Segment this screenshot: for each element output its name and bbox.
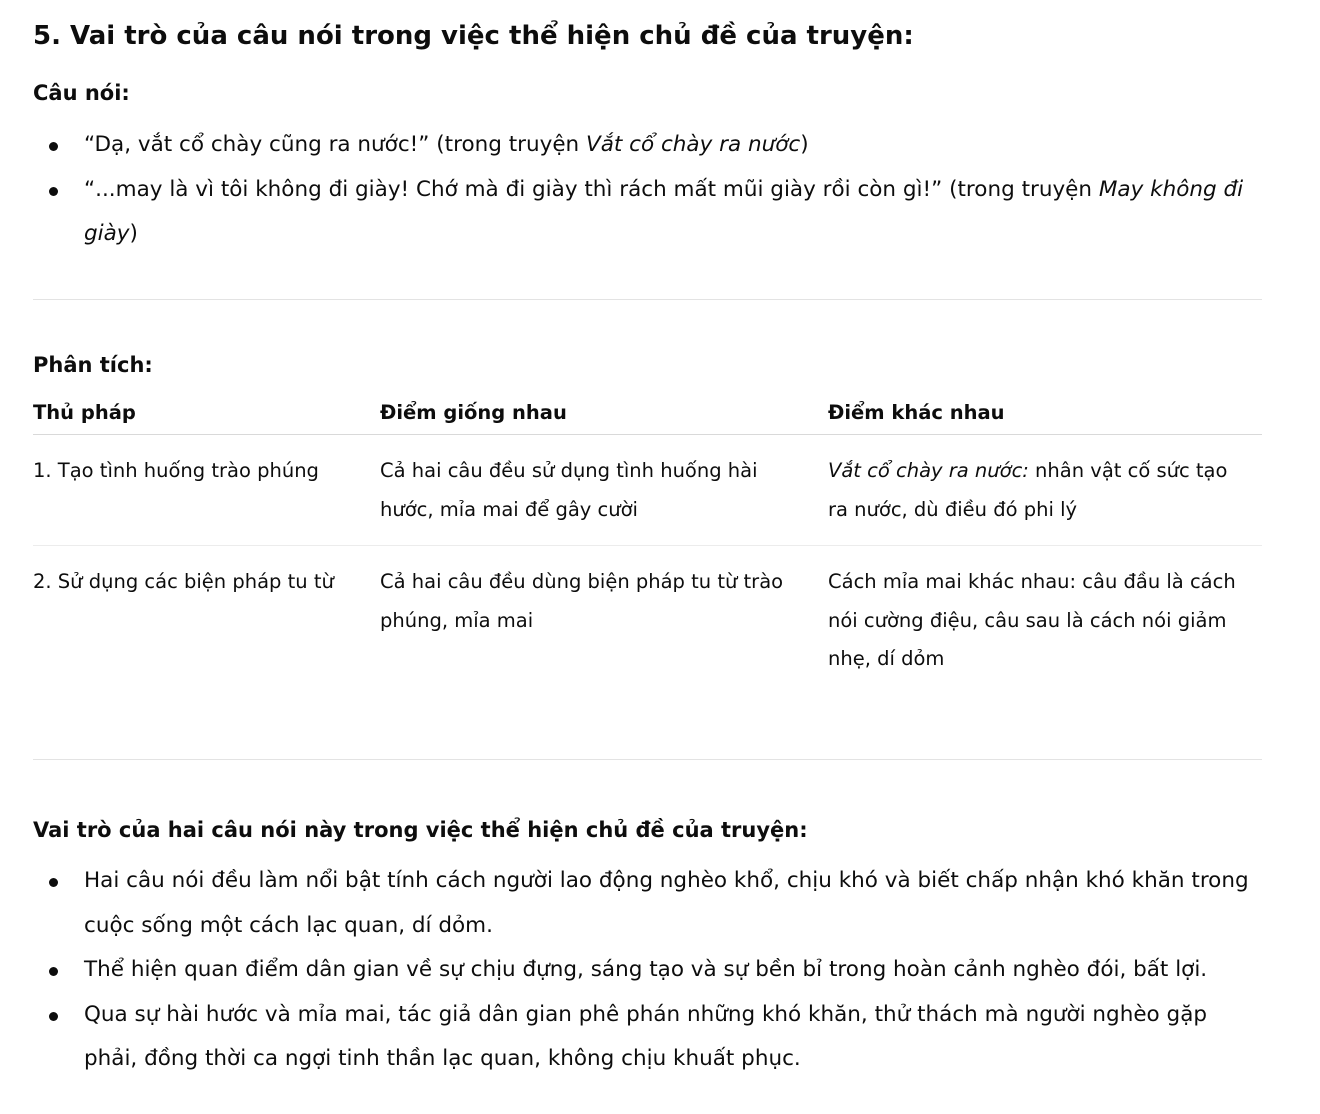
column-header-technique: Thủ pháp: [33, 390, 380, 435]
role-heading: Vai trò của hai câu nói này trong việc thể hiện chủ đề của truyện:: [33, 818, 808, 842]
role-list: [33, 859, 1262, 1082]
column-header-similar: Điểm giống nhau: [380, 390, 828, 435]
table-row: [33, 546, 1262, 695]
list-item: [33, 123, 1262, 168]
quotes-list: [33, 123, 1262, 257]
quote-text: “...may là vì tôi không đi giày! Chớ mà đi giày thì rách mất mũi giày rồi còn gì!”: [84, 176, 943, 202]
table-row: [33, 435, 1262, 546]
story-title: May không đi giày: [84, 176, 1244, 246]
divider: [33, 759, 1262, 760]
list-item: [33, 168, 1262, 257]
different-text: Cách mỉa mai khác nhau: câu đầu là cách nói cường điệu, câu sau là cách nói giảm nhẹ, dí dỏm: [828, 570, 1236, 670]
similar-cell: Cả hai câu đều dùng biện pháp tu từ trào phúng, mỉa mai: [380, 570, 784, 632]
technique-cell: 2. Sử dụng các biện pháp tu từ: [33, 570, 334, 593]
table-header-row: [33, 390, 1262, 435]
list-item: Thể hiện quan điểm dân gian về sự chịu đựng, sáng tạo và sự bền bỉ trong hoàn cảnh nghèo đói, bất lợi.: [33, 948, 1262, 993]
story-title: Vắt cổ chày ra nước: [586, 132, 801, 157]
different-text: nhân vật cố sức tạo ra nước, dù điều đó phi lý: [828, 459, 1228, 521]
list-item: Hai câu nói đều làm nổi bật tính cách người lao động nghèo khổ, chịu khó và biết chấp nhận khó khăn trong cuộc sống một cách lạc quan, dí dỏm.: [33, 859, 1262, 948]
technique-cell: 1. Tạo tình huống trào phúng: [33, 435, 380, 546]
similar-cell: Cả hai câu đều sử dụng tình huống hài hước, mỉa mai để gây cười: [380, 435, 828, 546]
list-item: Qua sự hài hước và mỉa mai, tác giả dân gian phê phán những khó khăn, thử thách mà người nghèo gặp phải, đồng thời ca ngợi tinh thần lạc quan, không chịu khuất phục.: [33, 993, 1262, 1082]
story-title: Vắt cổ chày ra nước:: [828, 459, 1029, 482]
analysis-table: [33, 390, 1262, 695]
quotes-heading: Câu nói:: [33, 81, 130, 105]
analysis-heading: Phân tích:: [33, 353, 153, 377]
quote-text: “Dạ, vắt cổ chày cũng ra nước!”: [84, 132, 430, 157]
column-header-different: Điểm khác nhau: [828, 390, 1262, 435]
quote-source-prefix: (trong truyện: [429, 132, 587, 157]
different-cell: [828, 546, 1262, 695]
different-cell: [828, 435, 1262, 546]
divider: [33, 299, 1262, 300]
quote-source-suffix: ): [129, 221, 138, 246]
quote-source-prefix: (trong truyện: [942, 176, 1099, 202]
quote-source-suffix: ): [800, 132, 809, 157]
section-title: 5. Vai trò của câu nói trong việc thể hiện chủ đề của truyện:: [33, 21, 914, 51]
